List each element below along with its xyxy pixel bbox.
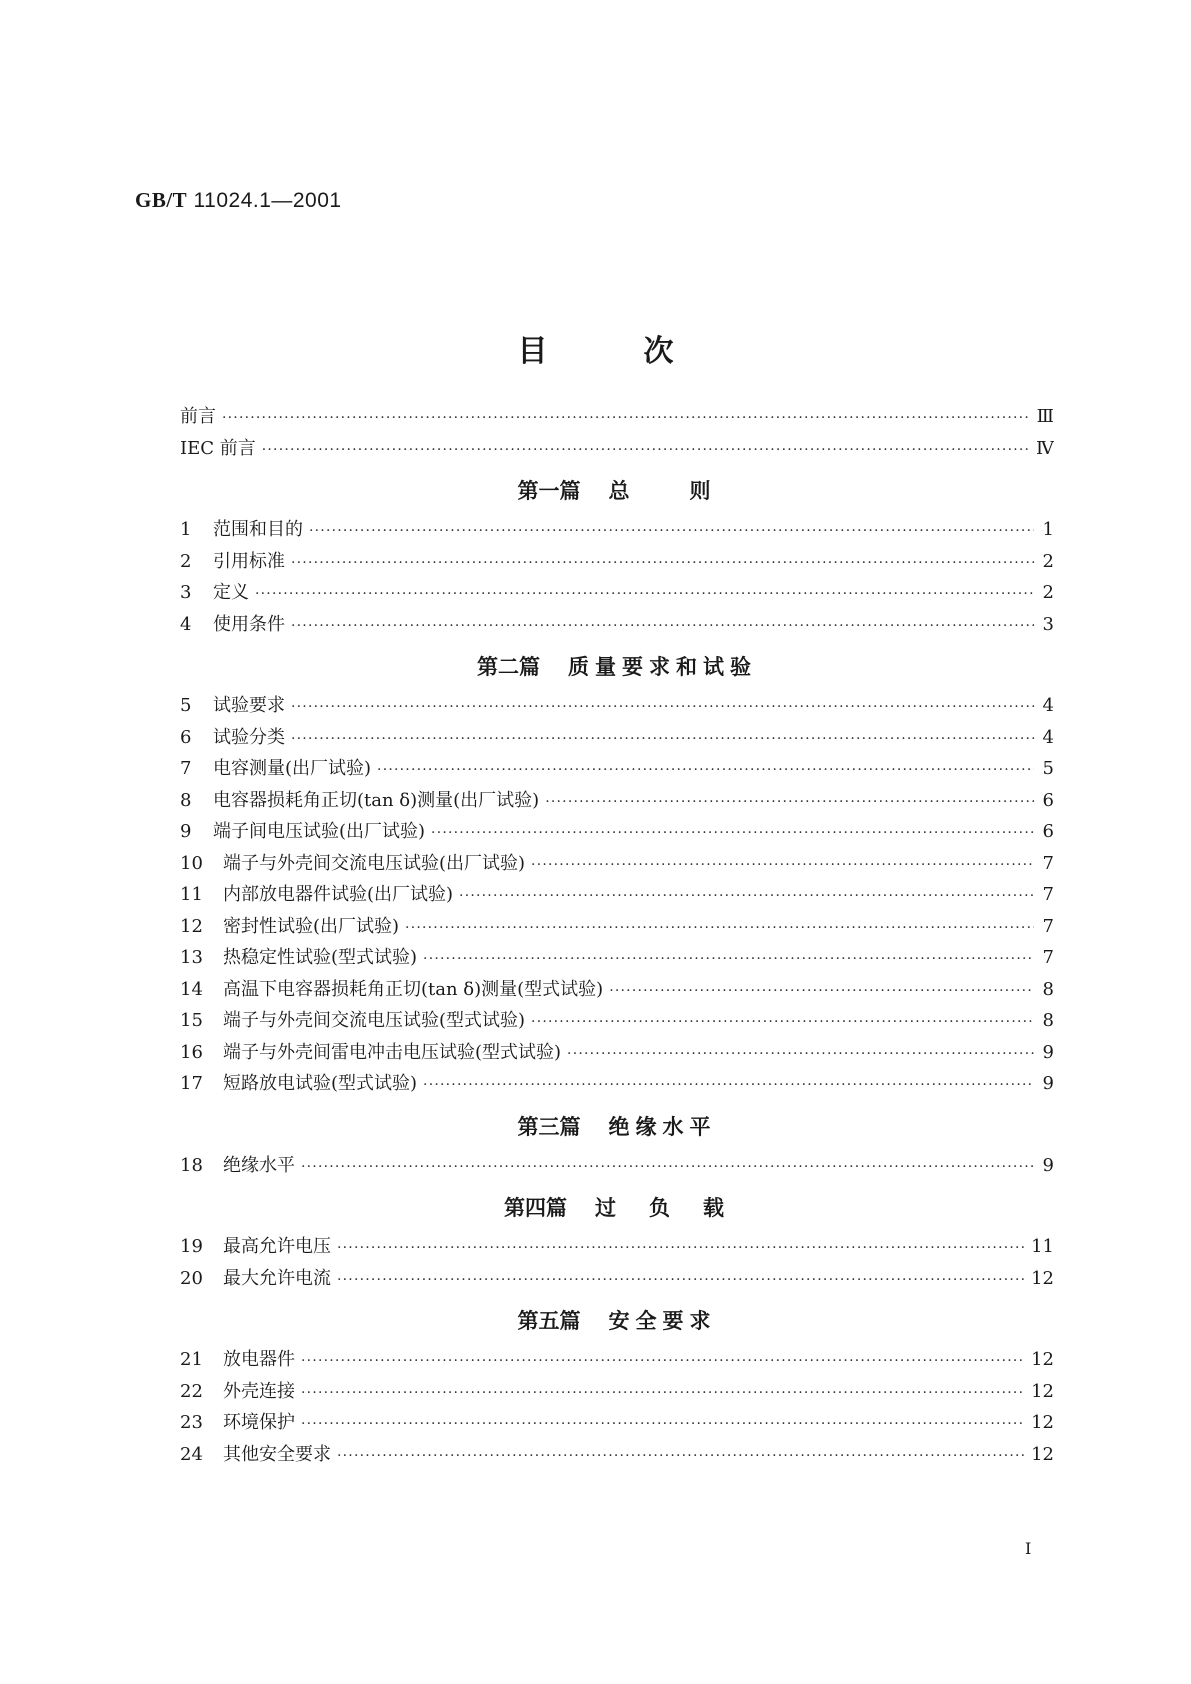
toc-entry-title: 密封性试验(出厂试验)	[223, 915, 400, 937]
toc-entry-number: 5	[180, 695, 192, 716]
toc-entry-title: 引用标准	[213, 550, 285, 572]
toc-entry[interactable]	[180, 1264, 1054, 1296]
toc-title-char-2: 次	[643, 334, 674, 369]
toc-entry-page: 7	[1042, 947, 1054, 968]
toc-entry-number: 15	[180, 1010, 203, 1031]
toc-entry-title: 最大允许电流	[223, 1267, 331, 1289]
dot-leader	[405, 920, 1034, 936]
toc-entry-number: 21	[180, 1349, 203, 1370]
toc-entry-page: 6	[1042, 821, 1054, 842]
standard-code	[135, 188, 342, 213]
standard-code-prefix: GB/T	[135, 188, 188, 212]
toc-parts	[180, 467, 1054, 1471]
toc-entry-number: 8	[180, 789, 192, 811]
toc-entry[interactable]	[180, 912, 1054, 944]
toc-entry-page: 12	[1031, 1412, 1054, 1433]
toc-entry-number: 13	[180, 947, 203, 968]
toc-entry-number: 4	[180, 613, 192, 635]
toc-entry-title: 热稳定性试验(型式试验)	[223, 947, 418, 968]
toc-entry[interactable]	[180, 1006, 1054, 1038]
toc-entry-page: 9	[1042, 1041, 1054, 1063]
toc-entry-title: 电容器损耗角正切(tan δ)测量(出厂试验)	[213, 789, 540, 811]
toc-entry[interactable]	[180, 975, 1054, 1007]
dot-leader	[531, 857, 1034, 873]
toc-entry-number: 12	[180, 915, 203, 937]
toc-entry-number: 9	[180, 821, 192, 842]
toc-entry-number: 24	[180, 1443, 203, 1465]
toc-entry-title: 绝缘水平	[223, 1154, 295, 1176]
toc-entry[interactable]	[180, 849, 1054, 881]
toc-entry-title: 范围和目的	[213, 519, 303, 540]
toc-title-char-1: 目	[517, 334, 548, 369]
toc-entry-number: 20	[180, 1267, 203, 1289]
toc-entry-page: 4	[1042, 695, 1054, 716]
part-name: 总 则	[608, 479, 717, 503]
toc-entry[interactable]	[180, 1345, 1054, 1377]
part-name: 绝缘水平	[608, 1114, 717, 1139]
toc-entry-number: 7	[180, 758, 192, 779]
toc-entry-page: 12	[1031, 1267, 1054, 1289]
dot-leader	[222, 410, 1031, 426]
toc-entry-page: 7	[1042, 852, 1054, 874]
dot-leader	[337, 1448, 1025, 1464]
toc-entry-number: 10	[180, 852, 203, 874]
dot-leader	[545, 794, 1034, 810]
toc-entry-page: 2	[1042, 550, 1054, 572]
part-label: 第四篇	[504, 1196, 567, 1220]
toc-entry-page: 12	[1031, 1349, 1054, 1370]
part-label: 第五篇	[517, 1309, 581, 1333]
toc-entry[interactable]	[180, 786, 1054, 818]
toc-entry-page: Ⅳ	[1036, 437, 1054, 459]
toc-entry-page: 2	[1042, 582, 1054, 603]
toc-entry[interactable]	[180, 1069, 1054, 1101]
toc-entry[interactable]	[180, 515, 1054, 547]
dot-leader	[337, 1240, 1025, 1256]
toc-entry[interactable]	[180, 723, 1054, 755]
part-heading	[180, 1184, 1054, 1232]
dot-leader	[567, 1046, 1034, 1062]
toc-entry-number: 14	[180, 978, 203, 1000]
toc-entry[interactable]	[180, 1232, 1054, 1264]
part-heading	[180, 1103, 1054, 1151]
toc-entry[interactable]	[180, 691, 1054, 723]
dot-leader	[431, 825, 1034, 841]
part-label: 第三篇	[517, 1114, 581, 1139]
toc-entry-page: 3	[1042, 613, 1054, 635]
toc-entry-title: 环境保护	[223, 1412, 295, 1433]
toc-entry-page: 7	[1042, 884, 1054, 905]
dot-leader	[531, 1014, 1034, 1030]
toc-entry[interactable]	[180, 817, 1054, 849]
toc-entry-page: 9	[1042, 1073, 1054, 1094]
toc-entry[interactable]	[180, 1440, 1054, 1472]
toc-entry-number: 19	[180, 1236, 203, 1257]
toc-entry-number: 18	[180, 1154, 203, 1176]
toc-entry[interactable]	[180, 754, 1054, 786]
dot-leader	[423, 1077, 1034, 1093]
toc-entry[interactable]	[180, 880, 1054, 912]
toc-entry[interactable]	[180, 1038, 1054, 1070]
part-heading	[180, 643, 1054, 691]
toc-entry-page: Ⅲ	[1036, 406, 1054, 427]
dot-leader	[459, 888, 1034, 904]
toc-entry-title: 端子与外壳间交流电压试验(型式试验)	[223, 1010, 526, 1031]
toc-entry-page: 12	[1031, 1380, 1054, 1402]
toc-entry-title: 使用条件	[213, 613, 285, 635]
dot-leader	[609, 983, 1034, 999]
dot-leader	[423, 951, 1034, 967]
dot-leader	[291, 699, 1034, 715]
toc-entry-number: 16	[180, 1041, 203, 1063]
part-label: 第一篇	[517, 479, 581, 503]
toc-entry-title: 内部放电器件试验(出厂试验)	[223, 884, 454, 905]
toc-entry-title: 其他安全要求	[223, 1443, 331, 1465]
dot-leader	[301, 1353, 1025, 1369]
toc-entry-page: 4	[1042, 726, 1054, 748]
dot-leader	[301, 1385, 1025, 1401]
toc-entry-number: 1	[180, 519, 192, 540]
dot-leader	[301, 1159, 1034, 1175]
toc-entry-page: 5	[1042, 758, 1054, 779]
part-label: 第二篇	[477, 655, 540, 679]
toc-entry-title: 最高允许电压	[223, 1236, 331, 1257]
toc-entry[interactable]	[180, 1377, 1054, 1409]
dot-leader	[309, 523, 1034, 539]
toc-entry-title: 电容测量(出厂试验)	[213, 758, 372, 779]
toc-entry-page: 8	[1042, 978, 1054, 1000]
dot-leader	[291, 731, 1034, 747]
toc-entry-number: 3	[180, 582, 192, 603]
toc-entry-title: IEC 前言	[180, 437, 256, 459]
part-name: 过 负 载	[595, 1196, 730, 1220]
toc-entry-page: 6	[1042, 789, 1054, 811]
toc-entry-page: 11	[1031, 1236, 1054, 1257]
toc-entry-title: 试验分类	[213, 726, 285, 748]
standard-code-number: 11024.1—2001	[193, 189, 342, 212]
toc-entry-page: 9	[1042, 1154, 1054, 1176]
toc-entry-page: 8	[1042, 1010, 1054, 1031]
toc-entry-iec-foreword[interactable]	[180, 434, 1054, 466]
toc-entry-number: 11	[180, 884, 203, 905]
toc-entry-title: 端子与外壳间交流电压试验(出厂试验)	[223, 852, 526, 874]
toc-entry-title: 前言	[180, 406, 216, 427]
toc-entry-page: 12	[1031, 1443, 1054, 1465]
toc-entry-foreword[interactable]	[180, 402, 1054, 434]
toc-title	[0, 326, 1191, 370]
page-folio: Ⅰ	[1025, 1539, 1032, 1558]
toc-entry[interactable]	[180, 610, 1054, 642]
toc-entry-title: 高温下电容器损耗角正切(tan δ)测量(型式试验)	[223, 978, 604, 1000]
toc-entry-title: 外壳连接	[223, 1380, 295, 1402]
toc-entry-number: 17	[180, 1073, 203, 1094]
toc-entry[interactable]	[180, 943, 1054, 975]
toc-entry-number: 22	[180, 1380, 203, 1402]
dot-leader	[301, 1416, 1025, 1432]
toc-entry-page: 1	[1042, 519, 1054, 540]
toc-entry-title: 试验要求	[213, 695, 285, 716]
toc-entry[interactable]	[180, 578, 1054, 610]
toc-entry-title: 端子间电压试验(出厂试验)	[213, 821, 426, 842]
dot-leader	[291, 555, 1034, 571]
toc-entry-title: 短路放电试验(型式试验)	[223, 1073, 418, 1094]
dot-leader	[337, 1272, 1025, 1288]
part-heading	[180, 467, 1054, 515]
toc-entry-page: 7	[1042, 915, 1054, 937]
toc-entry[interactable]	[180, 1408, 1054, 1440]
toc-entry-title: 定义	[213, 582, 249, 603]
part-name: 质量要求和试验	[568, 655, 757, 679]
toc-entry-title: 端子与外壳间雷电冲击电压试验(型式试验)	[223, 1041, 562, 1063]
dot-leader	[255, 586, 1034, 602]
toc-entry-number: 6	[180, 726, 192, 748]
dot-leader	[377, 762, 1034, 778]
toc-entry[interactable]	[180, 1151, 1054, 1183]
toc-entry-number: 23	[180, 1412, 203, 1433]
toc-entry[interactable]	[180, 547, 1054, 579]
table-of-contents	[180, 402, 1054, 1471]
dot-leader	[291, 618, 1034, 634]
part-heading	[180, 1297, 1054, 1345]
toc-entry-title: 放电器件	[223, 1349, 295, 1370]
part-name: 安全要求	[608, 1309, 717, 1333]
toc-entry-number: 2	[180, 550, 192, 572]
dot-leader	[262, 442, 1030, 458]
